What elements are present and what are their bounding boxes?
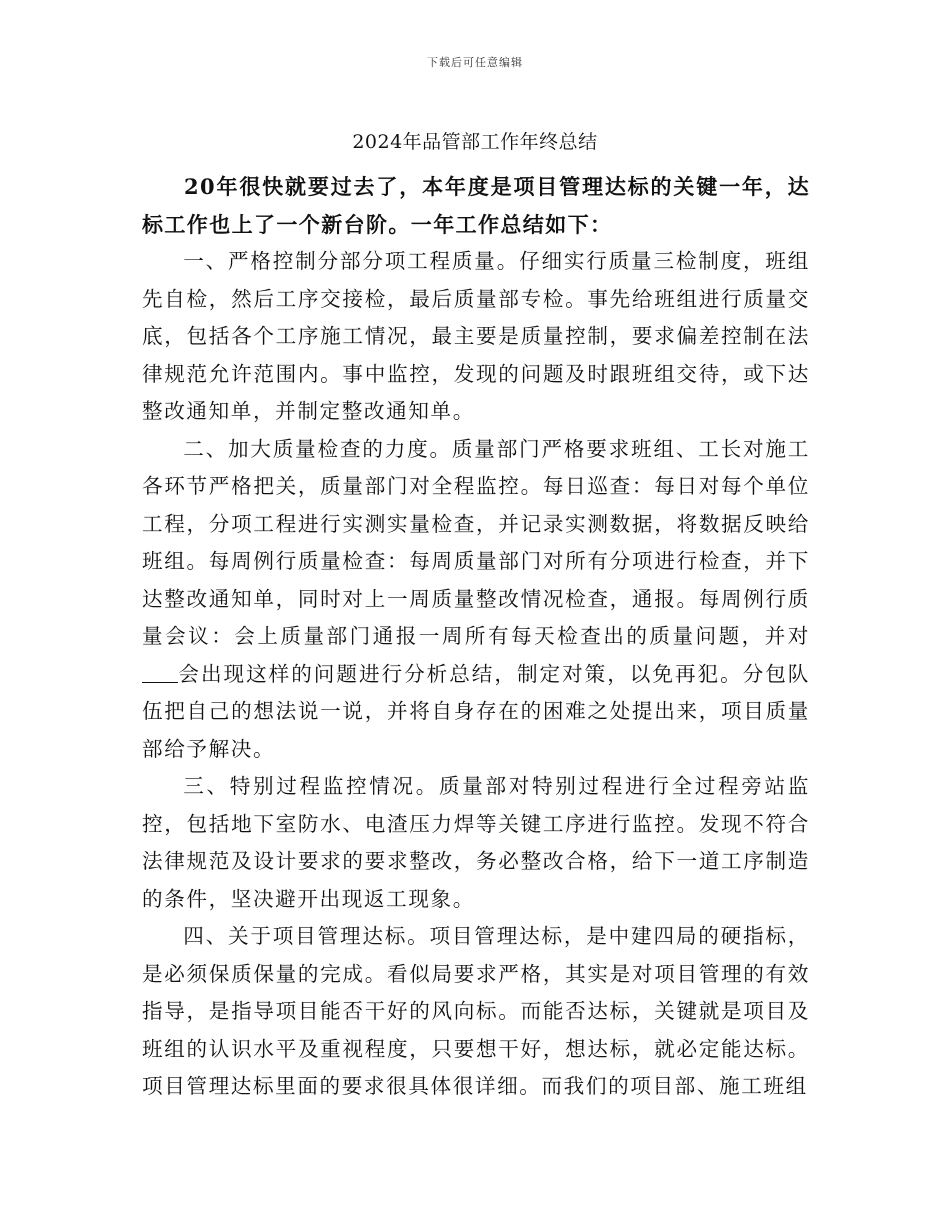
paragraph-2-text: 二、加大质量检查的力度。质量部门严格要求班组、工长对施工各环节严格把关，质量部门对全程监控。每日巡查：每日对每个单位工程，分项工程进行实测实量检查，并记录实测数据，将数据反映给班组。每周例行质量检查：每周质量部门对所有分项进行检查，并下达整改通知单，同时对上一周质量整改情况检查，通报。每周例行质量会议：会上质量部门通报一周所有每天检查出的质量问题，并对 bbox=[142, 436, 810, 648]
document-title: 2024年品管部工作年终总结 bbox=[352, 131, 598, 153]
blank-underline bbox=[142, 662, 178, 683]
paragraph-2 bbox=[142, 431, 810, 769]
document-body bbox=[142, 168, 810, 1106]
paragraph-2-continued: 会出现这样的问题进行分析总结，制定对策，以免再犯。分包队伍把自己的想法说一说，并将自身存在的困难之处提出来，项目质量部给予解决。 bbox=[142, 661, 810, 761]
intro-paragraph: 20年很快就要过去了，本年度是项目管理达标的关键一年，达标工作也上了一个新台阶。一年工作总结如下： bbox=[142, 174, 810, 237]
paragraph-1: 一、严格控制分部分项工程质量。仔细实行质量三检制度，班组先自检，然后工序交接检，最后质量部专检。事先给班组进行质量交底，包括各个工序施工情况，最主要是质量控制，要求偏差控制在法律规范允许范围内。事中监控，发现的问题及时跟班组交待，或下达整改通知单，并制定整改通知单。 bbox=[142, 249, 810, 423]
paragraph-4: 四、关于项目管理达标。项目管理达标，是中建四局的硬指标，是必须保质保量的完成。看似局要求严格，其实是对项目管理的有效指导，是指导项目能否干好的风向标。而能否达标，关键就是项目及班组的认识水平及重视程度，只要想干好，想达标，就必定能达标。项目管理达标里面的要求很具体很详细。而我们的项目部、施工班组 bbox=[142, 924, 810, 1098]
header-note: 下载后可任意编辑 bbox=[427, 56, 523, 69]
paragraph-3: 三、特别过程监控情况。质量部对特别过程进行全过程旁站监控，包括地下室防水、电渣压力焊等关键工序进行监控。发现不符合法律规范及设计要求的要求整改，务必整改合格，给下一道工序制造的条件，坚决避开出现返工现象。 bbox=[142, 774, 810, 911]
